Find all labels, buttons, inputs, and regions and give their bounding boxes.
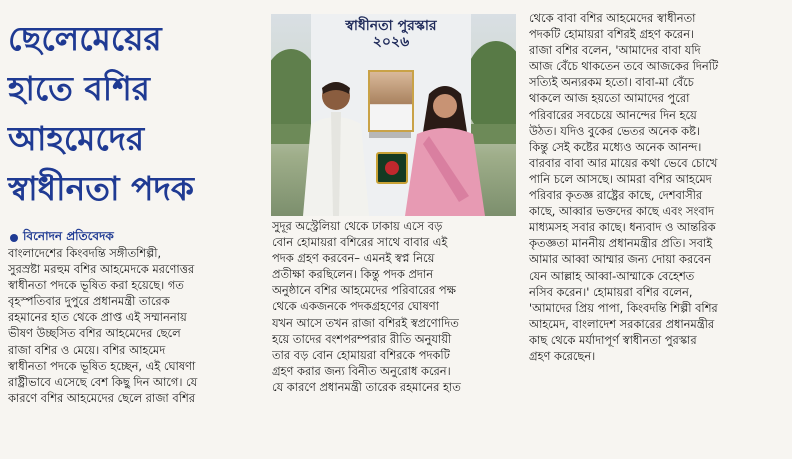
article-column-2 xyxy=(272,218,517,454)
text-line: রহমানের হাত থেকে প্রাপ্ত এই সম্মাননায় xyxy=(8,310,187,325)
text-line: নসিব করেন।' হোমায়রা বশির বলেন, xyxy=(529,284,693,299)
text-line: পানি চলে আসছে। আমরা বশির আহমেদ xyxy=(529,171,712,186)
text-line: কৃতজ্ঞতা মাননীয় প্রধানমন্ত্রীর প্রতি। সবাই xyxy=(529,236,713,251)
text-line: সুরস্রষ্টা মরহুম বশির আহমেদকে মরণোত্তর xyxy=(8,262,195,277)
award-photo xyxy=(271,14,516,216)
text-line: 'আমাদের প্রিয় পাপা, কিংবদন্তি শিল্পী বশির xyxy=(529,300,718,315)
text-line: থাকলে আজ হয়তো আমাদের পুরো xyxy=(529,91,690,106)
text-line: গ্রহণ করার জন্য বিনীত অনুরোধ করেন। xyxy=(272,363,451,378)
text-line: ভীষণ উচ্ছসিত বশির আহমেদের ছেলে xyxy=(8,326,181,341)
text-line: রাজা বশির ও মেয়ে। বশির আহমেদ xyxy=(8,342,166,357)
text-line: সুদূর অস্ট্রেলিয়া থেকে ঢাকায় এসে বড় xyxy=(272,219,443,233)
text-line: কিন্তু সেই কষ্টের মধ্যেও অনেক আনন্দ। xyxy=(529,139,702,154)
text-line: কাছ থেকে মর্যাদাপূর্ণ স্বাধীনতা পুরস্কার xyxy=(529,332,697,347)
text-line: পদক গ্রহণ করবেন– এমনই স্বপ্ন নিয়ে xyxy=(272,251,435,266)
text-line: বৃহস্পতিবার দুপুরে প্রধানমন্ত্রী তারেক xyxy=(8,294,170,309)
article-column-3 xyxy=(529,10,785,454)
text-line: পরিবারের সবচেয়ে আনন্দের দিন হয়ে xyxy=(529,107,697,122)
text-line: কাছে, আব্বার ভক্তদের কাছে এবং সংবাদ xyxy=(529,204,715,219)
text-line: থেকে বাবা বশির আহমেদের স্বাধীনতা xyxy=(529,11,696,25)
text-line: আজ বেঁচে থাকতেন তবে আজকের দিনটি xyxy=(529,59,719,74)
medal-plaque xyxy=(376,152,408,184)
text-line: যে কারণে প্রধানমন্ত্রী তারেক রহমানের হাত xyxy=(272,379,461,394)
banner-year: ২০২৬ xyxy=(372,34,410,50)
text-line: মাধ্যমসহ সবার কাছে। ধন্যবাদ ও আন্তরিক xyxy=(529,220,716,235)
text-line: আহমেদ, বাংলাদেশ সরকারের প্রধানমন্ত্রীর xyxy=(529,316,715,331)
text-line: অনুষ্ঠানে বশির আহমেদের পরিবারের পক্ষ xyxy=(272,283,456,298)
text-line: বোন হোমায়রা বশিরের সাথে বাবার এই xyxy=(272,235,448,250)
text-line: যখন আসে তখন রাজা বশিরই স্বপ্রণোদিত xyxy=(272,315,459,330)
text-line: যেন আল্লাহ আব্বা-আম্মাকে বেহেশত xyxy=(529,268,695,283)
text-line: আমার আব্বা আম্মার জন্য দোয়া করবেন xyxy=(529,252,711,267)
text-line: রাষ্ট্রীভাবে এসেছে বেশ কিছু দিন আগে। যে xyxy=(8,374,198,389)
text-line: কারণে বশির আহমেদের ছেলে রাজা বশির xyxy=(8,390,195,405)
headline-line: স্বাধীনতা পদক xyxy=(8,169,194,208)
text-line: বারবার বাবা আর মায়ের কথা ভেবে চোখে xyxy=(529,155,718,170)
text-line: স্বাধীনতা পদকে ভূষিত হচ্ছেন, এই ঘোষণা xyxy=(8,358,196,373)
byline-text: বিনোদন প্রতিবেদক xyxy=(23,229,114,243)
text-line: বাংলাদেশের কিংবদন্তি সঙ্গীতশিল্পী, xyxy=(8,246,162,260)
text-line: তার বড় বোন হোমায়রা বশিরকে পদকটি xyxy=(272,347,450,362)
woman-figure xyxy=(399,84,491,216)
headline-line: ছেলেমেয়ের xyxy=(8,19,162,58)
banner-title-line: স্বাধীনতা পুরস্কার xyxy=(345,18,437,34)
text-line: উঠত। যদিও বুকের ভেতর অনেক কষ্ট। xyxy=(529,123,701,138)
text-line: গ্রহণ করেছেন। xyxy=(529,348,596,363)
text-line: প্রতীক্ষা করছিলেন। কিন্তু পদক প্রদান xyxy=(272,267,434,282)
text-line: পদকটি হোমায়রা বশিরই গ্রহণ করেন। xyxy=(529,27,695,42)
text-line: সত্যিই অন্যরকম হতো। বাবা-মা বেঁচে xyxy=(529,75,694,90)
man-figure xyxy=(291,74,381,216)
headline-line: আহমেদের xyxy=(8,119,145,158)
text-line: হয়ে তাদের বংশপরম্পরার রীতি অনুযায়ী xyxy=(272,331,452,346)
bullet-icon xyxy=(10,234,18,242)
text-line: থেকে একজনকে পদকগ্রহণের ঘোষণা xyxy=(272,299,439,314)
text-line: রাজা বশির বলেন, 'আমাদের বাবা যদি xyxy=(529,43,701,58)
banner-title xyxy=(311,18,471,50)
article-column-1 xyxy=(8,245,260,451)
text-line: পরিবার কৃতজ্ঞ রাষ্ট্রের কাছে, দেশবাসীর xyxy=(529,188,703,203)
text-line: স্বাধীনতা পদকে ভূষিত করা হয়েছে। গত xyxy=(8,278,184,293)
headline-line: হাতে বশির xyxy=(8,69,150,108)
headline xyxy=(8,14,258,214)
